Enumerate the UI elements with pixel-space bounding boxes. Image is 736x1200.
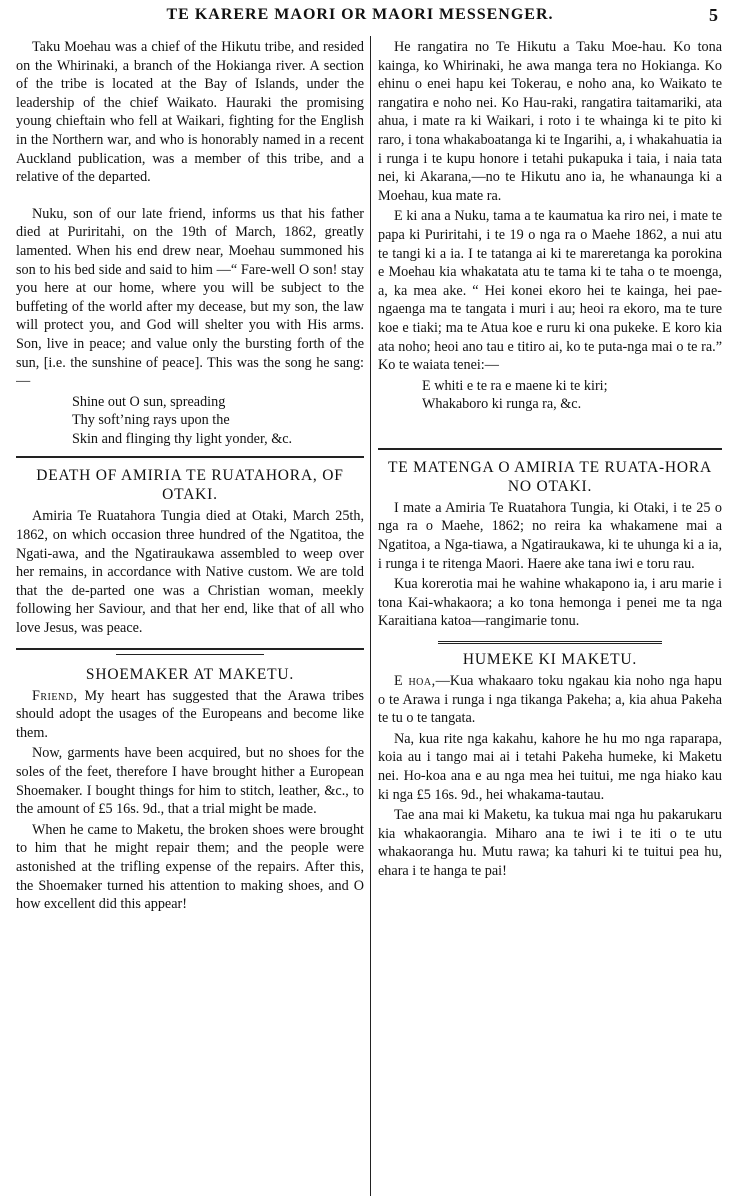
article-paragraph: Tae ana mai ki Maketu, ka tukua mai nga hu pakarukaru kia whakaorangia. Miharo ana te iwi i te iti o te utu whakaoranga hu. Mutu rawa; ka tahuri ki te tuitui pea hu, ehara i te hanga te pai! <box>378 807 722 879</box>
newspaper-title: TE KARERE MAORI OR MAORI MESSENGER. <box>166 6 554 23</box>
article-paragraph: He rangatira no Te Hikutu a Taku Moe-hau. Ko tona kainga, ko Whirinaki, he awa manga tera no Hokianga. Ko ehinu o enei hapu kei Tokerau, e noho ana, ko Waikato te rangatira e noho nei. Ko Hau-raki, rangatira taitamariki, ata ahua, i mate ra ki Waikari, i roto i te whainga ki te pito ki raro, i tona whakaboatanga ki te Ingarihi, a, i whakahuatia ia i runga i te kupu honore i tetahi pukapuka i taia, i naia tata nei, ki Akarana,—no te Hikutu ano ia, he whanaunga ki a Moehau, kua mate ra. <box>378 39 722 204</box>
section-rule <box>438 641 662 644</box>
verse-line: Shine out O sun, spreading <box>72 393 226 410</box>
section-rule <box>116 654 264 655</box>
verse-line: Thy soft’ning rays upon the <box>72 412 230 429</box>
section-heading: SHOEMAKER AT MAKETU. <box>85 665 295 683</box>
column-divider <box>370 36 371 1196</box>
page-number: 5 <box>709 5 718 25</box>
section-heading: HUMEKE KI MAKETU. <box>462 651 638 669</box>
article-paragraph: I mate a Amiria Te Ruatahora Tungia, ki Otaki, i te 25 o nga ra o Maehe, 1862; no reira ka whakamene mai a Ngatitoa, a Nga-tiawa, a Ngatiraukawa, ki te uhunga ki a ia, i runga i te ritenga Maori. Haere ake tana iwi e toru rau. <box>378 499 722 572</box>
verse-line: Whakaboro ki runga ra, &c. <box>422 396 582 413</box>
section-heading: DEATH OF AMIRIA TE RUATAHORA, OF OTAKI. <box>36 467 344 504</box>
article-paragraph: Kua korerotia mai he wahine whakapono ia, i aru marie i tona Kai-whakaora; a ko tona hemonga i penei me ta nga Karaitiana katoa—rangimarie tonu. <box>378 576 722 630</box>
article-paragraph: When he came to Maketu, the broken shoes were brought to him that he might repair them; and the people were astonished at the trifling expense of the repairs. After this, the Shoemaker turned his attention to making shoes, and O how excellent did this appear! <box>16 821 364 913</box>
article-paragraph: Amiria Te Ruatahora Tungia died at Otaki, March 25th, 1862, on which occasion three hundred of the Ngatitoa, the Ngati-awa, and the Ngatiraukawa assembled to weep over her remains, in accordance with Native custom. We are told that the de-parted one was a Christian woman, meekly following her Saviour, and that her end, like that of all who love Jesus, was peace. <box>16 508 364 637</box>
article-paragraph <box>378 672 722 728</box>
paragraph-text: My heart has suggested that the Arawa tribes should adopt the usages of the Europeans and become like them. <box>16 687 364 741</box>
article-paragraph: Taku Moehau was a chief of the Hikutu tribe, and resided on the Whirinaki, a branch of the Hokianga river. A section of the tribe is located at the Bay of Islands, under the leadership of the chief Waikato. Hauraki the promising young chieftain who fell at Waikari, fighting for the English in the Northern war, and who is honorably named in a recent Auckland publication, was a member of this tribe, and a relative of the departed. <box>16 39 364 186</box>
verse-line: E whiti e te ra e maene ki te kiri; <box>422 377 608 394</box>
song-verse <box>422 377 722 414</box>
article-paragraph <box>16 687 364 743</box>
song-verse <box>72 393 364 449</box>
section-heading: TE MATENGA O AMIRIA TE RUATA-HORA NO OTAKI. <box>387 458 713 495</box>
page-header <box>0 0 736 32</box>
section-rule <box>16 456 364 458</box>
article-paragraph: E ki ana a Nuku, tama a te kaumatua ka riro nei, i mate te papa ki Puriritahi, i te 19 o nga ra o Maehe 1862, a nui atu te tangi ki a ia. I te tatanga ai ki te mareretanga ka porokina e Moehau kia whakatata atu te tama ki te taha o te moenga, a, ka mea ake. “ Hei konei ekoro hei te kainga, hei pae-ngaenga ma te tangata i muri i au; heoi ra ekoro, ma te ture koe e tiaki; ma te Atua koe e ruru ki ona pukeke. E koro kia ata noho; heoi ano tau e titiro ai, ko te puta-nga mai o te ra.” Ko te waiata tenei:— <box>378 208 722 374</box>
verse-line: Skin and flinging thy light yonder, &c. <box>72 430 293 447</box>
salutation: E hoa, <box>394 673 436 690</box>
article-paragraph: Now, garments have been acquired, but no shoes for the soles of the feet, therefore I have brought hither a European Shoemaker. I bought things for him to stitch, leather, &c., to the amount of £5 16s. 9d., that a trial might be made. <box>16 745 364 818</box>
article-paragraph: Nuku, son of our late friend, informs us that his father died at Puriritahi, on the 19th of March, 1862, greatly lamented. When his end drew near, Moehau summoned his son to his bed side and said to him —“ Fare-well O son! stay you here at our home, where you will be subject to the buffeting of the world after my decease, but my son, the law will protect you, and God will shelter you with His arms. Son, live in peace; and value only the bursting forth of the sun, [i.e. the sunshine of peace]. This was the song he sang:— <box>16 205 364 390</box>
paragraph-gap <box>16 189 364 205</box>
english-column <box>16 38 364 1194</box>
article-paragraph: Na, kua rite nga kakahu, kahore he hu mo nga raparapa, koia au i tango mai ai i tetahi Pakeha humeke, ki Maketu nei. Ho-koa ana e au nga mea hei tuitui, me nga hiako kau ki nga £5 16s. 9d., hei whakama-tautau. <box>378 730 722 803</box>
section-rule <box>16 648 364 650</box>
maori-column <box>378 38 722 1194</box>
salutation: Friend, <box>32 687 78 704</box>
section-rule <box>378 448 722 450</box>
paragraph-text: —Kua whakaaro toku ngakau kia noho nga hapu o te Arawa i runga i nga tikanga Pakeha; a, kia ahua Pakeha te tu o te tangata. <box>378 673 722 727</box>
